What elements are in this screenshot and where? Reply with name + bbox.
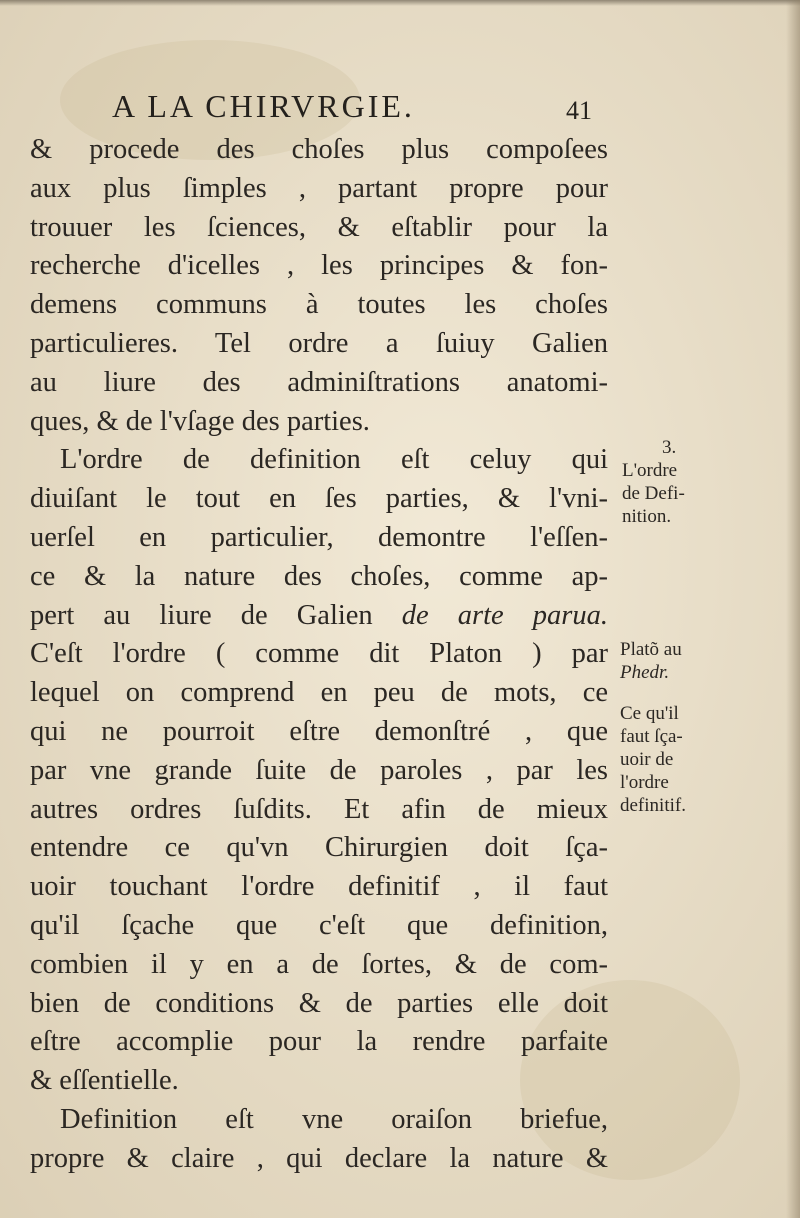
text-line: ques, & de l'vſage des parties.: [30, 405, 370, 437]
page-top-edge: [0, 0, 800, 6]
margin-note-plato: [620, 638, 682, 684]
page-number: 41: [566, 96, 592, 125]
text-line: combien il y en a de ſortes, & de com-: [30, 948, 608, 980]
text-line: trouuer les ſciences, & eſtablir pour la: [30, 211, 608, 243]
margin-line: 3.: [662, 437, 677, 458]
margin-line: Ce qu'il: [620, 703, 679, 724]
body-text: [30, 131, 620, 1179]
margin-line: L'ordre: [622, 460, 678, 481]
text-line: aux plus ſimples , partant propre pour: [30, 172, 608, 204]
text-line: & eſſentielle.: [30, 1065, 179, 1097]
text-line: lequel on comprend en peu de mots, ce: [30, 677, 608, 709]
margin-note-definition-order: [622, 436, 685, 528]
text-line-with-title: [30, 597, 608, 636]
text-line: autres ordres ſuſdits. Et afin de mieux: [30, 793, 608, 825]
text-line: recherche d'icelles , les principes & fon-: [30, 250, 608, 282]
margin-line: uoir de: [620, 749, 674, 770]
margin-line: l'ordre: [620, 772, 669, 793]
text-span: pert au liure de Galien: [30, 599, 373, 631]
text-line: uerſel en particulier, demontre l'eſſen-: [30, 521, 608, 553]
text-line: eſtre accomplie pour la rendre parfaite: [30, 1026, 608, 1058]
header-title: A LA CHIRVRGIE.: [112, 88, 415, 124]
text-line: ce & la nature des choſes, comme ap-: [30, 560, 608, 592]
text-line: particulieres. Tel ordre a ſuiuy Galien: [30, 327, 608, 359]
page-right-edge: [786, 0, 800, 1218]
italic-work-title: de arte parua.: [401, 599, 608, 631]
margin-line: de Defi-: [622, 483, 685, 504]
text-line: & procede des choſes plus compoſees: [30, 134, 608, 165]
margin-note-definitif: [620, 702, 686, 817]
text-line: qui ne pourroit eſtre demonſtré , que: [30, 715, 608, 747]
text-line: propre & claire , qui declare la nature &: [30, 1142, 608, 1174]
text-line: par vne grande ſuite de paroles , par les: [30, 754, 608, 786]
text-line: Definition eſt vne oraiſon briefue,: [60, 1103, 608, 1135]
text-line: uoir touchant l'ordre definitif , il faut: [30, 871, 608, 903]
margin-line: Phedr.: [620, 662, 670, 683]
text-line: C'eſt l'ordre ( comme dit Platon ) par: [30, 638, 608, 670]
text-line: bien de conditions & de parties elle doit: [30, 987, 608, 1019]
margin-line: nition.: [622, 506, 672, 527]
text-line: entendre ce qu'vn Chirurgien doit ſça-: [30, 832, 608, 864]
text-line: demens communs à toutes les choſes: [30, 289, 608, 321]
margin-line: Platõ au: [620, 639, 682, 660]
text-line: au liure des adminiſtrations anatomi-: [30, 366, 608, 398]
margin-line: faut ſça-: [620, 726, 683, 747]
text-line: diuiſant le tout en ſes parties, & l'vni-: [30, 483, 608, 515]
text-line: L'ordre de definition eſt celuy qui: [60, 444, 608, 476]
text-line: qu'il ſçache que c'eſt que definition,: [30, 909, 608, 941]
margin-line: definitif.: [620, 795, 686, 816]
